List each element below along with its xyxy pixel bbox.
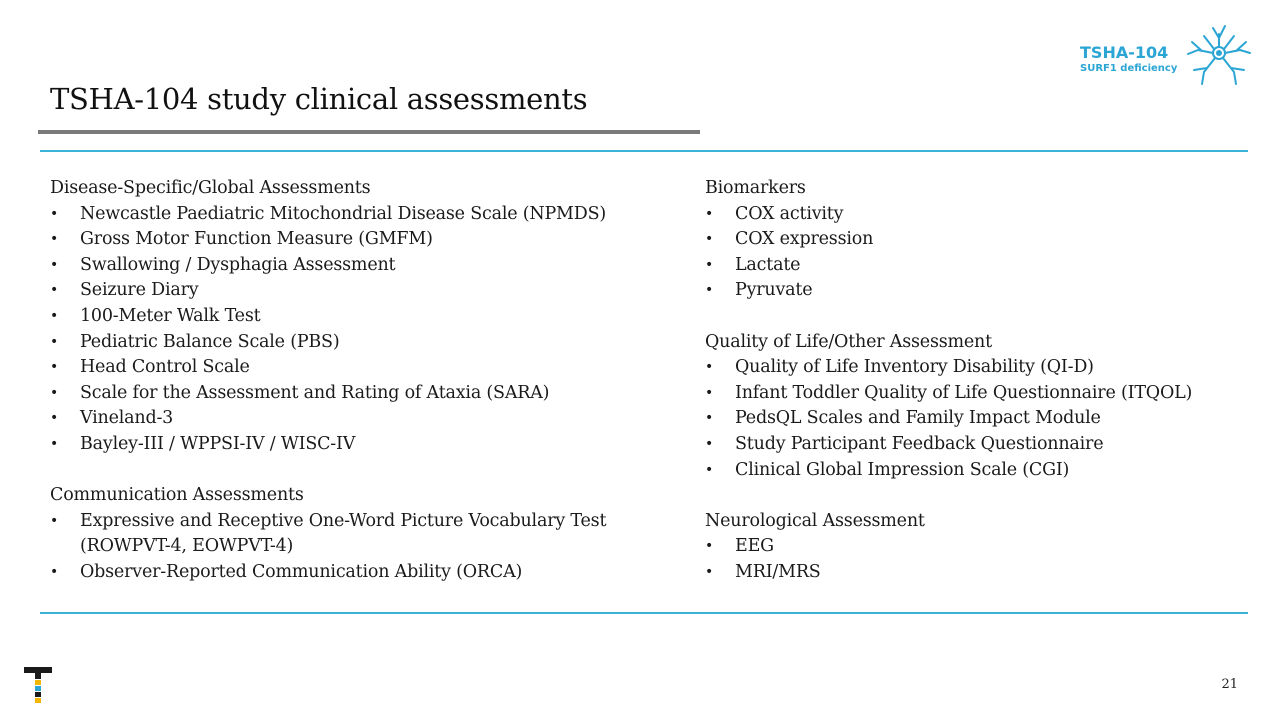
list-item: • Expressive and Receptive One-Word Picture Vocabulary Test (ROWPVT-4, EOWPVT-4) xyxy=(50,509,670,560)
brand-name: TSHA-104 xyxy=(1080,43,1169,62)
list-item: • Pediatric Balance Scale (PBS) xyxy=(50,330,670,356)
bullet-list xyxy=(705,355,1245,483)
list-item: • 100-Meter Walk Test xyxy=(50,304,670,330)
list-item: • Bayley-III / WPPSI-IV / WISC-IV xyxy=(50,432,670,458)
biomarkers-section xyxy=(705,176,1245,304)
bullet-list xyxy=(50,509,670,586)
page-number: 21 xyxy=(1221,677,1238,692)
section-heading: Biomarkers xyxy=(705,178,806,198)
section-heading: Communication Assessments xyxy=(50,485,304,506)
brand-subtitle: SURF1 deficiency xyxy=(1080,63,1178,74)
list-item: • Quality of Life Inventory Disability (QI-D) xyxy=(705,355,1245,381)
list-item: • Observer-Reported Communication Ability (ORCA) xyxy=(50,560,670,586)
section-heading: Neurological Assessment xyxy=(705,510,925,531)
list-item: • Gross Motor Function Measure (GMFM) xyxy=(50,227,670,253)
bullet-list xyxy=(50,202,670,458)
top-divider xyxy=(40,150,1248,152)
bullet-list xyxy=(705,534,1245,585)
list-item: • Infant Toddler Quality of Life Questionnaire (ITQOL) xyxy=(705,381,1245,407)
neurological-section xyxy=(705,509,1245,586)
list-item: • PedsQL Scales and Family Impact Module xyxy=(705,406,1245,432)
list-item: • COX activity xyxy=(705,202,1245,228)
list-item: • Lactate xyxy=(705,253,1245,279)
list-item: • Pyruvate xyxy=(705,278,1245,304)
bottom-divider xyxy=(40,612,1248,614)
list-item: • Swallowing / Dysphagia Assessment xyxy=(50,253,670,279)
neuron-logo-icon xyxy=(1184,20,1254,90)
list-item: • Seizure Diary xyxy=(50,278,670,304)
section-heading: Quality of Life/Other Assessment xyxy=(705,331,992,352)
brand-block xyxy=(1080,44,1177,76)
list-item: • MRI/MRS xyxy=(705,560,1245,586)
company-logo-icon xyxy=(24,667,54,703)
list-item: • Scale for the Assessment and Rating of Ataxia (SARA) xyxy=(50,381,670,407)
communication-section xyxy=(50,483,670,585)
slide-title: TSHA-104 study clinical assessments xyxy=(50,82,588,116)
right-column xyxy=(705,176,1245,611)
list-item: • COX expression xyxy=(705,227,1245,253)
left-column xyxy=(50,176,670,611)
list-item: • Study Participant Feedback Questionnaire xyxy=(705,432,1245,458)
list-item: • EEG xyxy=(705,534,1245,560)
list-item: • Clinical Global Impression Scale (CGI) xyxy=(705,458,1245,484)
bullet-list xyxy=(705,202,1245,304)
disease-specific-section xyxy=(50,176,670,458)
title-underline xyxy=(38,130,700,134)
list-item: • Newcastle Paediatric Mitochondrial Disease Scale (NPMDS) xyxy=(50,202,670,228)
quality-of-life-section xyxy=(705,330,1245,484)
section-heading: Disease-Specific/Global Assessments xyxy=(50,178,371,198)
list-item: • Vineland-3 xyxy=(50,406,670,432)
list-item: • Head Control Scale xyxy=(50,355,670,381)
